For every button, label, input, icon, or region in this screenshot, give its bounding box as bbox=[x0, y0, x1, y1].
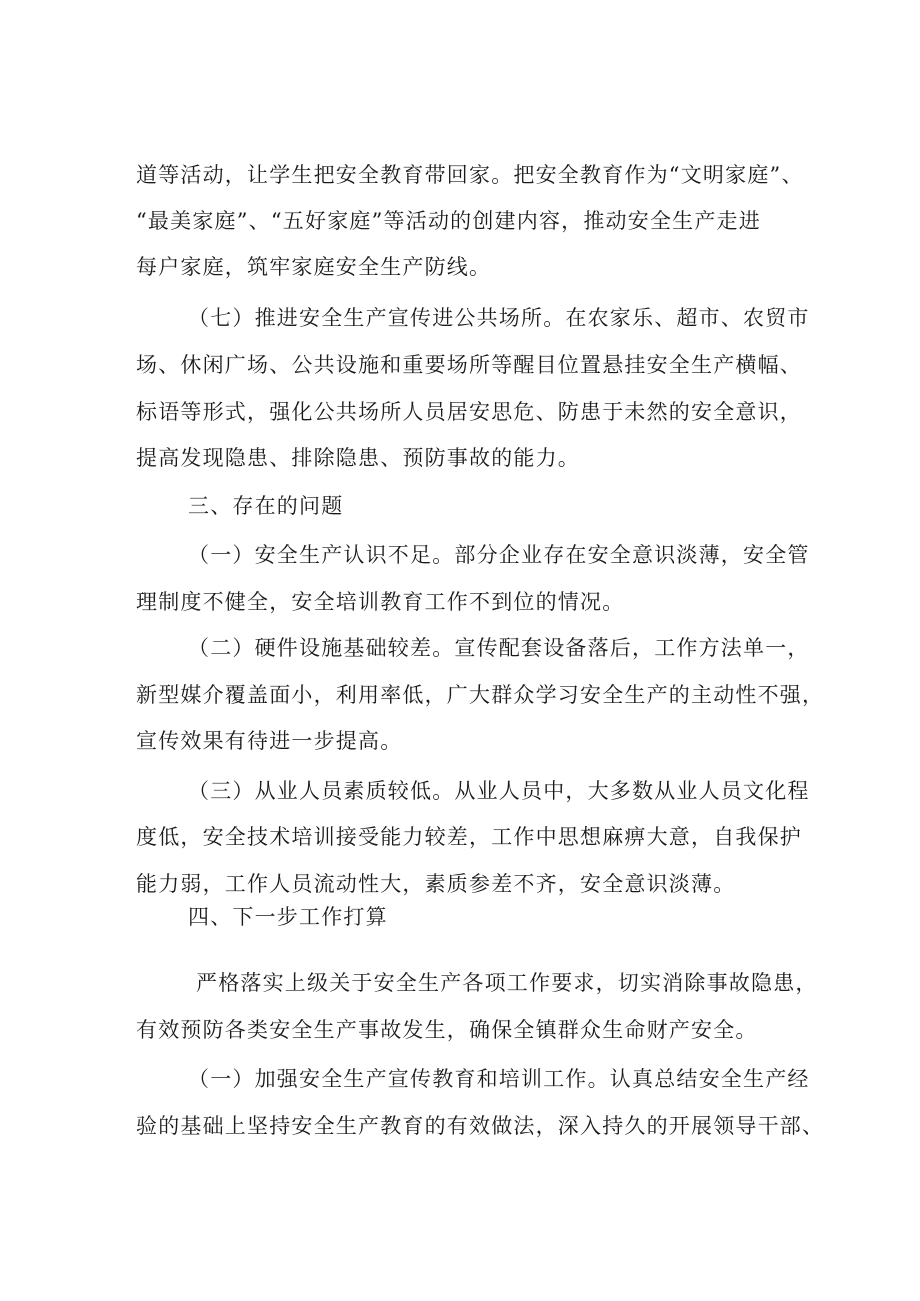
text-line: 每户家庭，筑牢家庭安全生产防线。 bbox=[136, 255, 492, 279]
section-heading-3: 三、存在的问题 bbox=[188, 494, 344, 518]
text-line: 严格落实上级关于安全生产各项工作要求，切实消除事故隐患， bbox=[196, 971, 818, 995]
section-heading-4: 四、下一步工作打算 bbox=[188, 905, 388, 929]
section-item-7: （七）推进安全生产宣传进公共场所。在农家乐、超市、农贸市 bbox=[188, 306, 810, 330]
text-line: 理制度不健全，安全培训教育工作不到位的情况。 bbox=[136, 590, 625, 614]
section-item-1: （一）安全生产认识不足。部分企业存在安全意识淡薄，安全管 bbox=[188, 543, 810, 567]
section-item-3: （三）从业人员素质较低。从业人员中，大多数从业人员文化程 bbox=[188, 779, 810, 803]
text-line: 验的基础上坚持安全生产教育的有效做法，深入持久的开展领导干部、 bbox=[136, 1114, 825, 1138]
text-line: 道等活动，让学生把安全教育带回家。把安全教育作为“文明家庭”、 bbox=[136, 163, 804, 187]
text-line: 宣传效果有待进一步提高。 bbox=[136, 729, 403, 753]
text-line: 新型媒介覆盖面小，利用率低，广大群众学习安全生产的主动性不强， bbox=[136, 683, 825, 707]
section-item-1b: （一）加强安全生产宣传教育和培训工作。认真总结安全生产经 bbox=[188, 1067, 810, 1091]
text-line: 度低，安全技术培训接受能力较差，工作中思想麻痹大意，自我保护 bbox=[136, 825, 802, 849]
text-line: 提高发现隐患、排除隐患、预防事故的能力。 bbox=[136, 446, 580, 470]
text-line: 场、休闲广场、公共设施和重要场所等醒目位置悬挂安全生产横幅、 bbox=[136, 353, 802, 377]
text-line: 标语等形式，强化公共场所人员居安思危、防患于未然的安全意识， bbox=[136, 400, 802, 424]
section-item-2: （二）硬件设施基础较差。宣传配套设备落后，工作方法单一， bbox=[188, 636, 810, 660]
text-line: 能力弱，工作人员流动性大，素质参差不齐，安全意识淡薄。 bbox=[136, 872, 736, 896]
text-line: 有效预防各类安全生产事故发生，确保全镇群众生命财产安全。 bbox=[136, 1018, 758, 1042]
text-line: “最美家庭”、“五好家庭”等活动的创建内容，推动安全生产走进 bbox=[136, 209, 761, 233]
